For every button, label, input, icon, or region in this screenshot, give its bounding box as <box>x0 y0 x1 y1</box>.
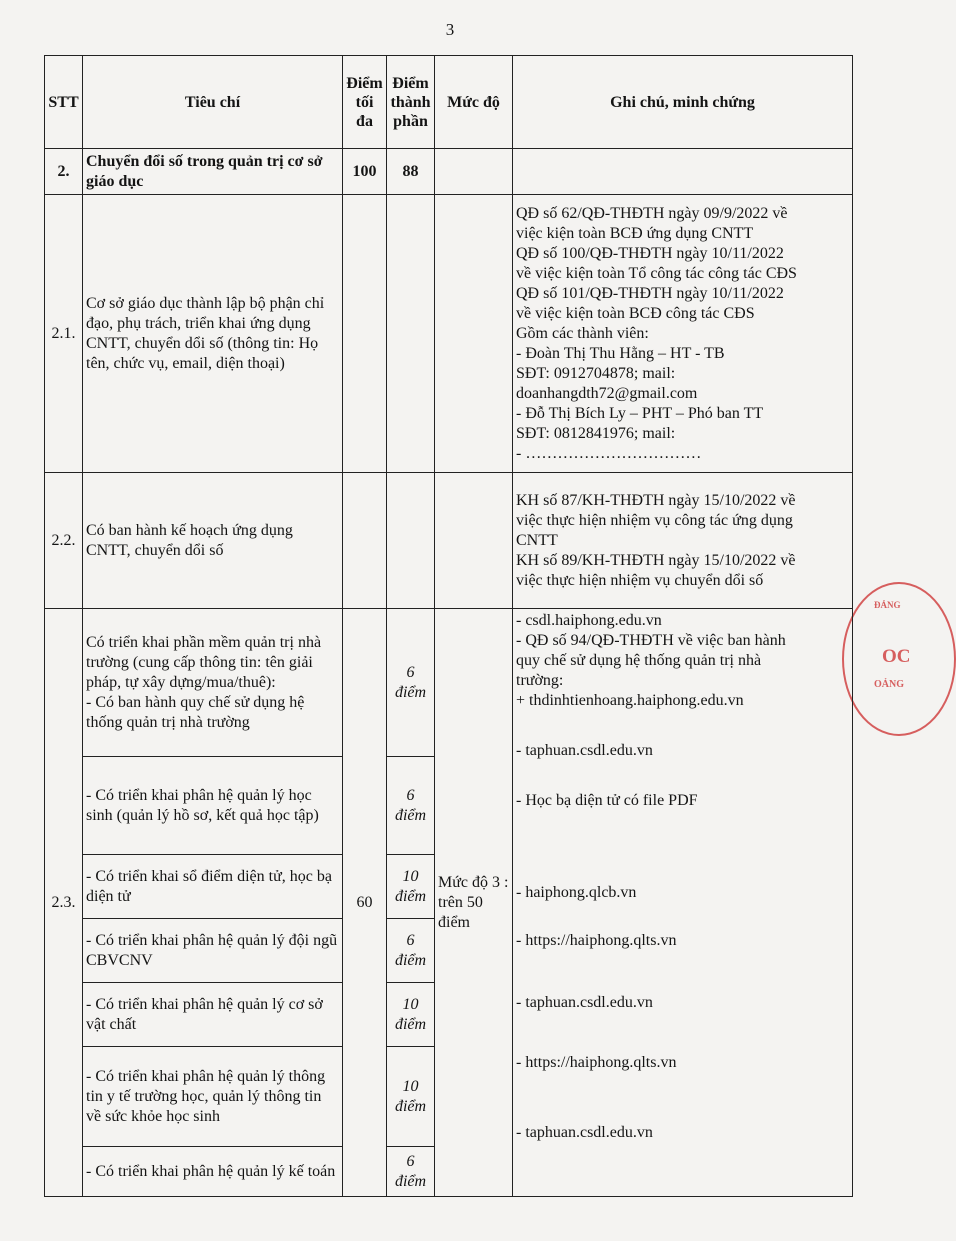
note-line: Gồm các thành viên: <box>516 324 649 342</box>
note-line: QĐ số 100/QĐ-THĐTH ngày 10/11/2022 <box>516 244 784 262</box>
note-line: - taphuan.csdl.edu.vn <box>516 1124 653 1141</box>
header-notes: Ghi chú, minh chứng <box>513 56 853 149</box>
sub-criteria-text: - Có triển khai phân hệ quản lý kế toán <box>83 1147 343 1197</box>
note-line: trường: <box>516 672 564 689</box>
row-2-3-level: Mức độ 3 : trên 50 điểm <box>435 609 513 1197</box>
note-line: SĐT: 0912704878; mail: <box>516 364 676 382</box>
row-2-2-stt: 2.2. <box>45 473 83 609</box>
note-line: về việc kiện toàn BCĐ công tác CĐS <box>516 304 755 322</box>
note-line: việc kiện toàn BCĐ ứng dụng CNTT <box>516 224 754 242</box>
row-2-1-score <box>387 195 435 473</box>
row-2-3-sub-1 <box>45 609 853 757</box>
sub-score: 10 điểm <box>387 983 435 1047</box>
section-score: 88 <box>387 149 435 195</box>
row-2-2 <box>45 473 853 609</box>
note-line: - taphuan.csdl.edu.vn <box>516 742 653 759</box>
row-2-1-stt: 2.1. <box>45 195 83 473</box>
sub-score: 6 điểm <box>387 609 435 757</box>
note-line: - …………………………… <box>516 444 702 462</box>
row-2-2-max <box>343 473 387 609</box>
row-2-1-criteria: Cơ sở giáo dục thành lập bộ phận chỉ đạo, phụ trách, triển khai ứng dụng CNTT, chuyển dổi số (thông tin: Họ tên, chức vụ, email, diện thoại) <box>83 195 343 473</box>
note-line: CNTT <box>516 531 558 549</box>
note-line: - https://haiphong.qlts.vn <box>516 932 677 949</box>
row-2-3-max: 60 <box>343 609 387 1197</box>
note-line: việc thực hiện nhiệm vụ công tác ứng dụng <box>516 511 793 529</box>
note-line: KH số 89/KH-THĐTH ngày 15/10/2022 về <box>516 551 796 569</box>
note-line: về việc kiện toàn Tổ công tác công tác CĐS <box>516 264 797 282</box>
row-2-1-notes <box>513 195 853 473</box>
note-line: + thdinhtienhoang.haiphong.edu.vn <box>516 692 744 709</box>
stamp-text-main: OC <box>882 646 911 667</box>
header-row <box>45 56 853 149</box>
row-2-2-notes <box>513 473 853 609</box>
stamp-text-top: ĐẢNG <box>874 600 901 610</box>
note-line: - Đoàn Thị Thu Hằng – HT - TB <box>516 344 725 362</box>
section-stt: 2. <box>45 149 83 195</box>
stamp-text-bottom: OẢNG <box>874 679 904 690</box>
header-criteria: Tiêu chí <box>83 56 343 149</box>
section-level <box>435 149 513 195</box>
sub-criteria-text: - Có triển khai phân hệ quản lý đội ngũ CBVCNV <box>83 919 343 983</box>
sub-score: 10 điểm <box>387 855 435 919</box>
sub-criteria-text: Có triển khai phần mềm quản trị nhà trường (cung cấp thông tin: tên giải pháp, tự xây dựng/mua/thuê): <box>86 633 322 691</box>
note-line: - https://haiphong.qlts.vn <box>516 1054 677 1071</box>
note-line: QĐ số 62/QĐ-THĐTH ngày 09/9/2022 về <box>516 204 788 222</box>
note-line: quy chế sử dụng hệ thống quản trị nhà <box>516 652 762 669</box>
section-max: 100 <box>343 149 387 195</box>
note-line: - taphuan.csdl.edu.vn <box>516 994 653 1011</box>
note-line: - haiphong.qlcb.vn <box>516 884 637 901</box>
row-2-3-stt: 2.3. <box>45 609 83 1197</box>
section-notes <box>513 149 853 195</box>
note-line: - QĐ số 94/QĐ-THĐTH về việc ban hành <box>516 632 786 649</box>
header-component-score: Điểm thành phần <box>387 56 435 149</box>
header-stt: STT <box>45 56 83 149</box>
row-2-2-criteria: Có ban hành kế hoạch ứng dụng CNTT, chuyển dổi số <box>83 473 343 609</box>
note-line: - Học bạ diện tử có file PDF <box>516 792 698 809</box>
note-line: KH số 87/KH-THĐTH ngày 15/10/2022 về <box>516 491 796 509</box>
section-row <box>45 149 853 195</box>
sub-criteria-text: - Có triển khai phân hệ quản lý cơ sở vật chất <box>83 983 343 1047</box>
note-line: - csdl.haiphong.edu.vn <box>516 612 662 629</box>
sub-score: 10 điểm <box>387 1047 435 1147</box>
sub-criteria-text: - Có triển khai phân hệ quản lý học sinh (quản lý hồ sơ, kết quả học tập) <box>83 757 343 855</box>
header-level: Mức độ <box>435 56 513 149</box>
row-2-3-notes <box>513 609 853 1197</box>
note-line: SĐT: 0812841976; mail: <box>516 424 676 442</box>
header-max-score: Điểm tối đa <box>343 56 387 149</box>
sub-score: 6 điểm <box>387 757 435 855</box>
row-2-1 <box>45 195 853 473</box>
note-line: việc thực hiện nhiệm vụ chuyển dổi số <box>516 571 764 589</box>
page-number: 3 <box>445 20 455 39</box>
sub-criteria-text: - Có ban hành quy chế sử dụng hệ thống quản trị nhà trường <box>86 693 305 731</box>
row-2-2-level <box>435 473 513 609</box>
row-2-3-criteria <box>83 609 343 757</box>
criteria-table <box>44 55 853 1197</box>
note-line: QĐ số 101/QĐ-THĐTH ngày 10/11/2022 <box>516 284 784 302</box>
sub-score: 6 điểm <box>387 1147 435 1197</box>
row-2-2-score <box>387 473 435 609</box>
section-title: Chuyển đổi số trong quản trị cơ sở giáo dục <box>83 149 343 195</box>
sub-score: 6 điểm <box>387 919 435 983</box>
red-stamp <box>842 582 956 736</box>
sub-criteria-text: - Có triển khai sổ điểm diện tử, học bạ diện tử <box>83 855 343 919</box>
row-2-1-level <box>435 195 513 473</box>
note-line: doanhangdth72@gmail.com <box>516 384 698 402</box>
sub-criteria-text: - Có triển khai phân hệ quản lý thông tin y tế trường học, quản lý thông tin về sức khỏe học sinh <box>83 1047 343 1147</box>
note-line: - Đỗ Thị Bích Ly – PHT – Phó ban TT <box>516 404 764 422</box>
row-2-1-max <box>343 195 387 473</box>
